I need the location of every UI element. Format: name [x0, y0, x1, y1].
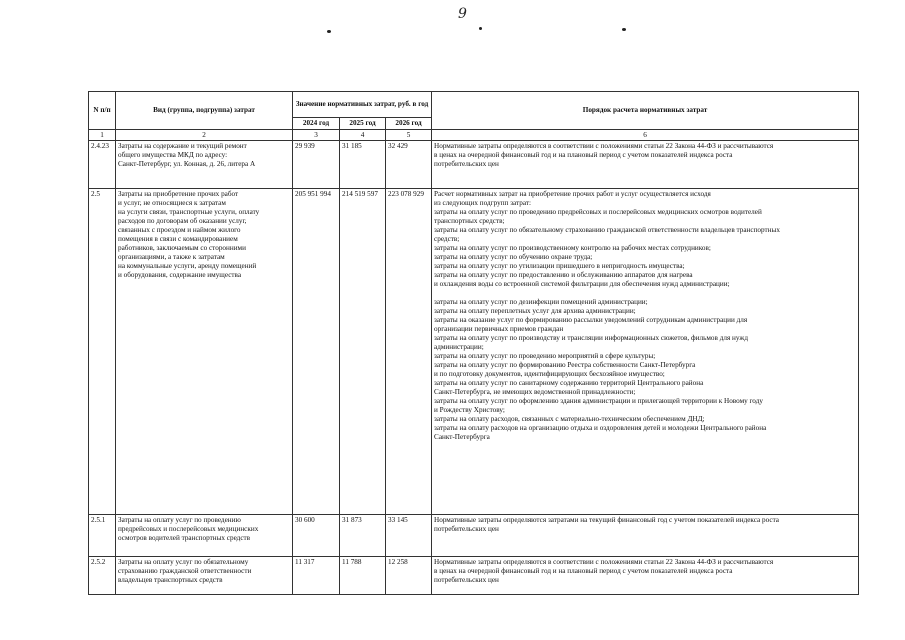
table-row	[89, 557, 859, 595]
row-value-2026: 33 145	[386, 515, 432, 557]
row-type-line: помещения в связи с командированием	[118, 235, 238, 243]
row-method-line: и по подготовку документов, идентифицирующих бесхозяйное имущество;	[434, 370, 665, 378]
row-method-line: средств;	[434, 235, 460, 243]
row-method-line: затраты на оплату услуг по предоставлению и обслуживанию аппаратов для нагрева	[434, 271, 693, 279]
row-type	[116, 557, 293, 595]
row-method	[432, 141, 859, 189]
row-method	[432, 515, 859, 557]
row-type-line: Затраты на оплату услуг по обязательному	[118, 558, 249, 566]
row-method-line	[434, 289, 856, 298]
row-method-line: транспортных средств;	[434, 217, 505, 225]
header-value-group: Значение нормативных затрат, руб. в год	[293, 92, 432, 118]
row-method-line: Нормативные затраты определяются в соответствии с положениями статьи 22 Закона 44-ФЗ и рассчитываются	[434, 558, 774, 566]
column-number: 6	[432, 130, 859, 141]
row-method-line: затраты на оплату услуг по проведению предрейсовых и послерейсовых медицинских осмотров водителей	[434, 208, 762, 216]
row-num: 2.4.23	[89, 141, 116, 189]
cost-table	[88, 91, 859, 595]
row-value-2024: 205 951 994	[293, 189, 340, 515]
row-value-2024: 11 317	[293, 557, 340, 595]
row-method-line: Санкт-Петербурга	[434, 433, 490, 441]
header-method: Порядок расчета нормативных затрат	[432, 92, 859, 130]
row-value-2026: 223 078 929	[386, 189, 432, 515]
table-row	[89, 141, 859, 189]
column-number: 2	[116, 130, 293, 141]
row-type-line: Санкт-Петербург, ул. Конная, д. 26, литера А	[118, 160, 256, 168]
row-method-line: затраты на оплату услуг по оформлению здания администрации и прилегающей территории к Новому году	[434, 397, 763, 405]
row-method-line: затраты на оплату услуг по обучению охране труда;	[434, 253, 593, 261]
row-value-2026: 12 258	[386, 557, 432, 595]
row-method-line: потребительских цен	[434, 160, 499, 168]
row-num: 2.5.1	[89, 515, 116, 557]
row-num: 2.5	[89, 189, 116, 515]
row-type-line: Затраты на оплату услуг по проведению	[118, 516, 241, 524]
row-value-2024: 30 600	[293, 515, 340, 557]
header-year-2025: 2025 год	[340, 118, 386, 130]
row-method	[432, 557, 859, 595]
scan-speck	[327, 30, 331, 33]
row-method-line: затраты на оплату услуг по дезинфекции помещений администрации;	[434, 298, 648, 306]
row-num: 2.5.2	[89, 557, 116, 595]
row-value-2025: 31 873	[340, 515, 386, 557]
column-number: 5	[386, 130, 432, 141]
row-method-line: Расчет нормативных затрат на приобретение прочих работ и услуг осуществляется исходя	[434, 190, 711, 198]
row-type-line: работников, заключаемым со сторонними	[118, 244, 246, 252]
row-method-line: затраты на оплату услуг по производственному контролю на рабочих местах сотрудников;	[434, 244, 711, 252]
row-type-line: организациями, а также к затратам	[118, 253, 225, 261]
row-type-line: на коммунальные услуги, аренду помещений	[118, 262, 257, 270]
row-method-line: и охлаждения воды со встроенной системой фильтрации для обеспечения нужд администрации;	[434, 280, 730, 288]
row-value-2025: 31 185	[340, 141, 386, 189]
row-value-2025: 214 519 597	[340, 189, 386, 515]
row-method-line: затраты на оплату услуг по производству и трансляции информационных сюжетов, фильмов для нужд	[434, 334, 749, 342]
scan-speck	[479, 27, 482, 30]
row-method-line: Нормативные затраты определяются в соответствии с положениями статьи 22 Закона 44-ФЗ и рассчитываются	[434, 142, 774, 150]
row-type-line: связанных с проездом и наймом жилого	[118, 226, 241, 234]
table-row	[89, 515, 859, 557]
row-type-line: на услуги связи, транспортные услуги, оплату	[118, 208, 260, 216]
row-method-line: затраты на оказание услуг по формированию рассылки уведомлений сотрудникам администрации для	[434, 316, 748, 324]
row-method-line: организации первичных приемов граждан	[434, 325, 564, 333]
row-type-line: предрейсовых и послерейсовых медицинских	[118, 525, 259, 533]
row-method-line: в ценах на очередной финансовый год и на плановый период с учетом показателей индекса роста	[434, 151, 733, 159]
row-type	[116, 515, 293, 557]
row-type-line: и оборудования, содержание имущества	[118, 271, 242, 279]
row-method-line: затраты на оплату расходов на организацию отдыха и оздоровления детей и молодежи Центрального района	[434, 424, 767, 432]
row-method-line: затраты на оплату услуг по формированию Реестра собственности Санкт-Петербурга	[434, 361, 696, 369]
scan-speck	[622, 28, 626, 31]
row-method-line: и Рождеству Христову;	[434, 406, 505, 414]
row-method-line: затраты на оплату услуг по санитарному содержанию территорий Центрального района	[434, 379, 704, 387]
row-method-line: затраты на оплату расходов, связанных с материально-техническим обеспечением ДНД;	[434, 415, 705, 423]
header-year-2026: 2026 год	[386, 118, 432, 130]
row-value-2025: 11 788	[340, 557, 386, 595]
column-number-row	[89, 130, 859, 141]
row-method-line: в ценах на очередной финансовый год и на плановый период с учетом показателей индекса роста	[434, 567, 733, 575]
row-method-line: затраты на оплату услуг по обязательному страхованию гражданской ответственности владельцев транспортных	[434, 226, 780, 234]
row-method-line: потребительских цен	[434, 525, 499, 533]
header-year-2024: 2024 год	[293, 118, 340, 130]
row-value-2026: 32 429	[386, 141, 432, 189]
row-method-line: администрации;	[434, 343, 484, 351]
row-method	[432, 189, 859, 515]
row-method-line: затраты на оплату услуг по проведению мероприятий в сфере культуры;	[434, 352, 656, 360]
row-method-line: потребительских цен	[434, 576, 499, 584]
row-type-line: осмотров водителей транспортных средств	[118, 534, 251, 542]
row-method-line: затраты на оплату переплетных услуг для архива администрации;	[434, 307, 636, 315]
row-type	[116, 189, 293, 515]
row-type	[116, 141, 293, 189]
row-type-line: и услуг, не относящиеся к затратам	[118, 199, 226, 207]
column-number: 4	[340, 130, 386, 141]
table-row	[89, 189, 859, 515]
column-number: 3	[293, 130, 340, 141]
row-type-line: страхованию гражданской ответственности	[118, 567, 252, 575]
row-method-line: затраты на оплату услуг по утилизации пришедшего в непригодность имущества;	[434, 262, 685, 270]
row-method-line: Санкт-Петербурга, не имеющих ведомственной принадлежности;	[434, 388, 636, 396]
row-method-line: Нормативные затраты определяются затратами на текущий финансовый год с учетом показателей индекса роста	[434, 516, 779, 524]
header-row	[89, 92, 859, 118]
header-type: Вид (группа, подгруппа) затрат	[116, 92, 293, 130]
row-value-2024: 29 939	[293, 141, 340, 189]
row-type-line: общего имущества МКД по адресу:	[118, 151, 228, 159]
row-type-line: расходов по договорам об оказании услуг,	[118, 217, 247, 225]
header-num: N п/п	[89, 92, 116, 130]
page-number: 9	[458, 6, 467, 22]
row-method-line: из следующих подгрупп затрат:	[434, 199, 532, 207]
row-type-line: Затраты на содержание и текущий ремонт	[118, 142, 247, 150]
column-number: 1	[89, 130, 116, 141]
row-type-line: Затраты на приобретение прочих работ	[118, 190, 239, 198]
row-type-line: владельцев транспортных средств	[118, 576, 223, 584]
